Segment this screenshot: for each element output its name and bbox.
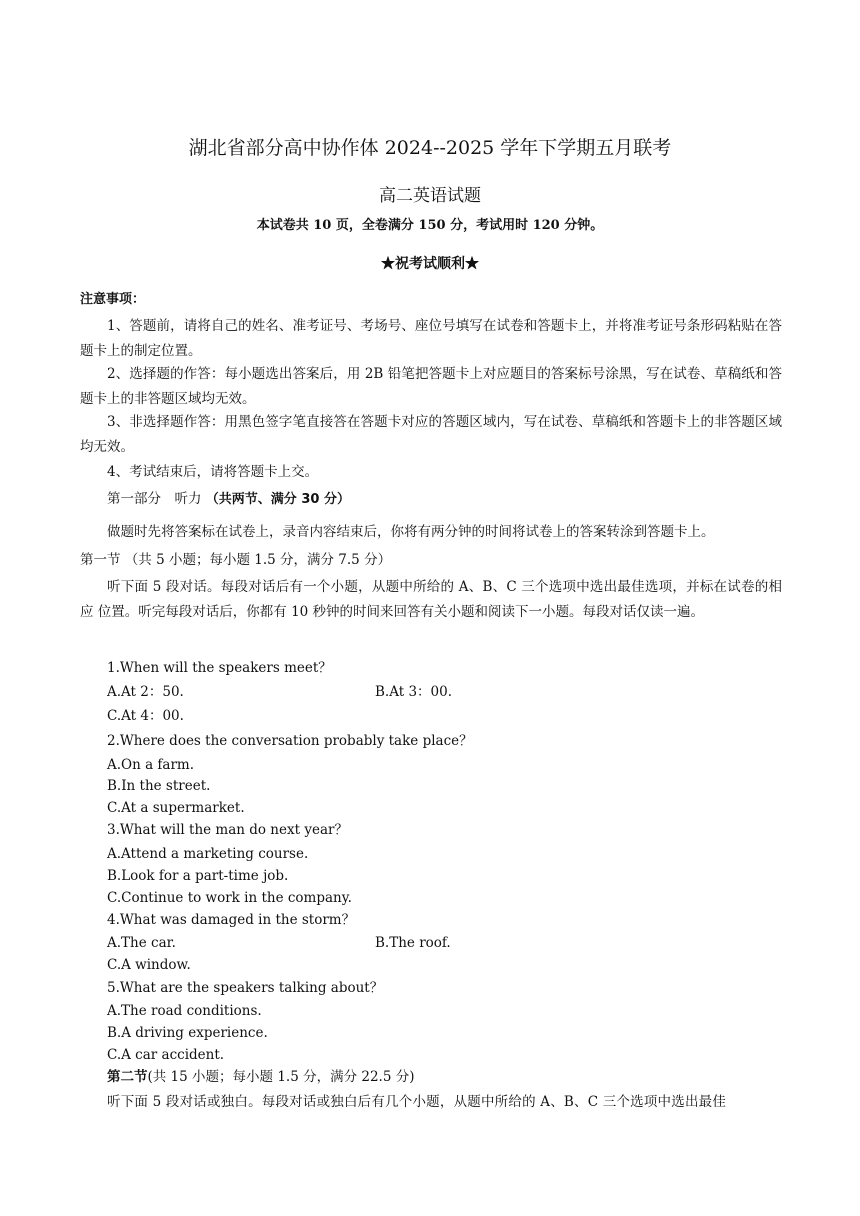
question-2-option-a: A.On a farm. [107,757,195,773]
question-1-option-a: A.At 2：50. [107,684,184,700]
notice-item-1: 1、答题前，请将自己的姓名、准考证号、考场号、座位号填写在试卷和答题卡上，并将准考证号条形码粘贴在答题卡上的制定位置。 [80,318,782,359]
question-5-option-c: C.A car accident. [107,1047,225,1063]
question-3-option-c: C.Continue to work in the company. [107,890,352,906]
section1-instructions: 听下面 5 段对话。每段对话后有一个小题，从题中所给的 A、B、C 三个选项中选出最佳选项，并标在试卷的相应 位置。听完每段对话后，你都有 10 秒钟的时间来回答有关小题和阅读下一小题。每段对话仅读一遍。 [80,579,782,620]
section2-heading-label: 第二节 [107,1069,148,1085]
notice-item-3: 3、非选择题作答：用黑色签字笔直接答在答题卡对应的答题区域内，写在试卷、草稿纸和答题卡上的非答题区域均无效。 [80,414,782,455]
question-3-option-b: B.Look for a part-time job. [107,868,289,884]
section1-heading: 第一节 （共 5 小题；每小题 1.5 分，满分 7.5 分） [80,552,392,568]
notice-heading: 注意事项： [80,292,146,307]
blessing-line: ★祝考试顺利★ [381,256,479,272]
part1-heading [107,489,350,510]
question-3: 3.What will the man do next year？ [107,822,348,838]
notice-item-4: 4、考试结束后，请将答题卡上交。 [107,464,319,480]
notice-item-2: 2、选择题的作答：每小题选出答案后，用 2B 铅笔把答题卡上对应题目的答案标号涂黑，写在试卷、草稿纸和答题卡上的非答题区域均无效。 [80,366,782,407]
part1-heading-main: 第一部分 听力 [107,491,202,507]
question-4-option-c: C.A window. [107,957,191,973]
question-3-option-a: A.Attend a marketing course. [107,846,309,862]
exam-info: 本试卷共 10 页，全卷满分 150 分，考试用时 120 分钟。 [256,218,604,233]
question-2-option-b: B.In the street. [107,778,211,794]
question-4-option-b: B.The roof. [375,935,451,951]
question-4-option-a: A.The car. [107,935,176,951]
section2-instructions: 听下面 5 段对话或独白。每段对话或独白后有几个小题，从题中所给的 A、B、C 三个选项中选出最佳 [107,1094,727,1110]
exam-title: 湖北省部分高中协作体 2024--2025 学年下学期五月联考 [188,137,672,159]
question-1-option-b: B.At 3：00. [375,684,452,700]
question-2-option-c: C.At a supermarket. [107,800,245,816]
question-1-option-c: C.At 4：00. [107,708,184,724]
section2-heading-score: (共 15 小题；每小题 1.5 分，满分 22.5 分) [147,1069,415,1085]
question-2: 2.Where does the conversation probably take place？ [107,733,473,749]
question-5-option-a: A.The road conditions. [107,1003,262,1019]
question-5: 5.What are the speakers talking about？ [107,980,384,996]
part1-intro: 做题时先将答案标在试卷上，录音内容结束后，你将有两分钟的时间将试卷上的答案转涂到答题卡上。 [107,524,715,540]
exam-subtitle: 高二英语试题 [379,186,481,206]
question-1: 1.When will the speakers meet？ [107,660,332,676]
part1-heading-score: （共两节、满分 30 分） [205,492,350,507]
question-4: 4.What was damaged in the storm？ [107,912,356,928]
question-5-option-b: B.A driving experience. [107,1025,268,1041]
section2-heading [107,1067,415,1087]
